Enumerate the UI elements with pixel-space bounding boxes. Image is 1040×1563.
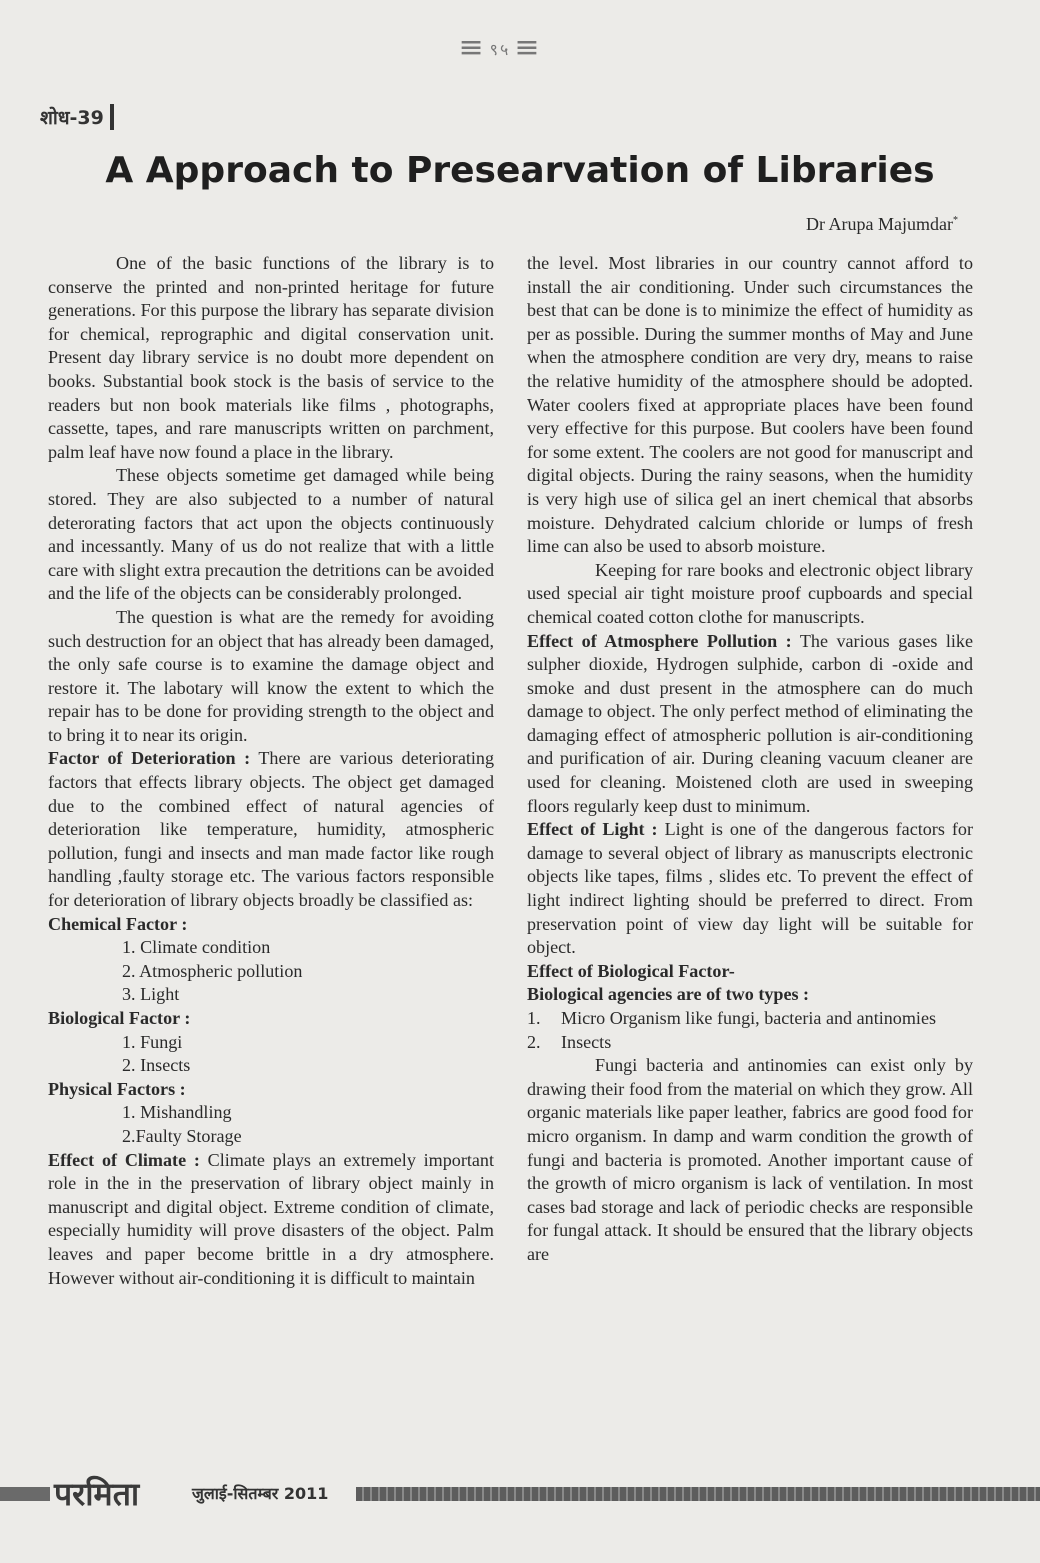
physical-list [48, 1101, 494, 1148]
section-heading: Effect of Climate : [48, 1149, 200, 1170]
paragraph: One of the basic functions of the library is to conserve the printed and non-printed heritage for future generations. For this purpose the library has separate division for chemical, reprographic and digital conservation unit. Present day library service is no doubt more dependent on books. Substantial book stock is the basis of service to the readers but non book materials like films , photographs, cassette, tapes, and rare manuscripts written on parchment, palm leaf have now found a place in the library. [48, 253, 494, 462]
subheading-biological: Biological Factor : [48, 1008, 191, 1028]
paragraph: Fungi bacteria and antinomies can exist only by drawing their food from the material on which they grow. All organic materials like paper leather, fabrics are good food for micro organism. In damp and warm condition the growth of fungi and bacteria is promoted. Another important cause of the growth of micro organism is lack of ventilation. In most cases bad storage and lack of periodic checks are responsible for fungal attack. It should be ensured that the library objects are [527, 1055, 973, 1264]
chemical-list [48, 936, 494, 1007]
section-heading: Effect of Atmosphere Pollution : [527, 630, 792, 651]
list-item: 1. Micro Organism like fungi, bacteria and antinomies [527, 1008, 937, 1028]
list-item: 2. Insects [527, 1031, 612, 1052]
section-heading: Effect of Light : [527, 819, 658, 840]
footer-rule [0, 1487, 50, 1501]
paragraph: Factor of Deterioration : There are various deteriorating factors that effects library objects. The object get damaged due to the combined effect of natural agencies of deterioration like temperature, humidity, atmospheric pollution, fungi and insects and man made factor like rough handling ,faulty storage etc. The various factors responsible for deterioration of library objects broadly be classified as: [48, 748, 494, 911]
list-item: 1. Mishandling [122, 1102, 232, 1123]
journal-logo: परमिता [54, 1475, 140, 1513]
list-item: 3. Light [122, 984, 180, 1005]
article-title: A Approach to Presearvation of Libraries [105, 150, 935, 191]
section-tag: शोध-39 [40, 104, 114, 130]
left-column [48, 252, 494, 1290]
page-footer [0, 1472, 1040, 1522]
list-item: 2.Faulty Storage [122, 1125, 242, 1146]
paragraph: Effect of Atmosphere Pollution : The various gases like sulpher dioxide, Hydrogen sulphide, carbon di -oxide and smoke and dust present in the atmosphere can do much damage to object. The only perfect method of eliminating the damaging effect of atmospheric pollution is air-conditioning and purification of air. During cleaning vacuum cleaner are used for cleaning. Moistened cloth are used in sweeping floors regularly keep dust to minimum. [527, 630, 973, 816]
list-item: 1. Climate condition [122, 937, 271, 958]
issue-date: जुलाई-सितम्बर 2011 [192, 1484, 329, 1503]
section-heading: Effect of Biological Factor- [527, 960, 735, 981]
page-number: ≡ ९५ ≡ [458, 30, 542, 65]
paragraph: These objects sometime get damaged while being stored. They are also subjected to a number of natural deterorating factors that act upon the objects continuously and incessantly. Many of us do not realize that with a little care with slight extra precaution the detritions can be avoided and the life of the objects can be considerably prolonged. [48, 465, 494, 604]
list-item: 1. Fungi [122, 1031, 183, 1052]
subheading: Biological agencies are of two types : [527, 984, 810, 1005]
list-item: 2. Insects [122, 1055, 191, 1076]
subheading-chemical: Chemical Factor : [48, 913, 188, 934]
author-byline: Dr Arupa Majumdar* [806, 214, 958, 234]
list-item: 2. Atmospheric pollution [122, 960, 303, 981]
subheading-physical: Physical Factors : [48, 1078, 186, 1099]
section-heading: Factor of Deterioration : [48, 748, 251, 769]
footer-rule [356, 1487, 1040, 1501]
biological-list [48, 1031, 494, 1078]
right-column [527, 252, 973, 1267]
bio-list [527, 1007, 973, 1054]
paragraph: The question is what are the remedy for avoiding such destruction for an object that has already been damaged, the only safe course is to examine the damage object and restore it. The labotary will know the extent to which the repair has to be done for providing strength to the object and to bring it to near its origin. [48, 606, 494, 745]
paragraph: Effect of Climate : Climate plays an extremely important role in the in the preservation of library object mainly in manuscript and digital object. Extreme condition of climate, especially humidity will prove disasters of the object. Palm leaves and paper become brittle in a dry atmosphere. However without air-conditioning it is difficult to maintain [48, 1149, 494, 1288]
paragraph: the level. Most libraries in our country cannot afford to install the air conditioning. Under such circumstances the best that can be done is to minimize the effect of humidity as per as possible. During the summer months of May and June when the atmosphere condition are very dry, means to raise the relative humidity of the atmosphere should be adopted. Water coolers fixed at appropriate places have been found very effective for this purpose. But coolers have been found for some extent. The coolers are not good for manuscript and digital objects. During the rainy seasons, when the humidity is very high use of silica gel an inert chemical that absorbs moisture. Dehydrated calcium chloride or lumps of fresh lime can also be used to absorb moisture. [527, 253, 973, 557]
paragraph: Effect of Light : Light is one of the dangerous factors for damage to several object of library as manuscripts electronic objects like tapes, films , slides etc. To prevent the effect of light indirect lighting should be preferred to direct. From preservation point of view day light will be suitable for object. [527, 819, 973, 958]
paragraph: Keeping for rare books and electronic object library used special air tight moisture proof cupboards and special chemical coated cotton clothe for manuscripts. [527, 559, 973, 627]
